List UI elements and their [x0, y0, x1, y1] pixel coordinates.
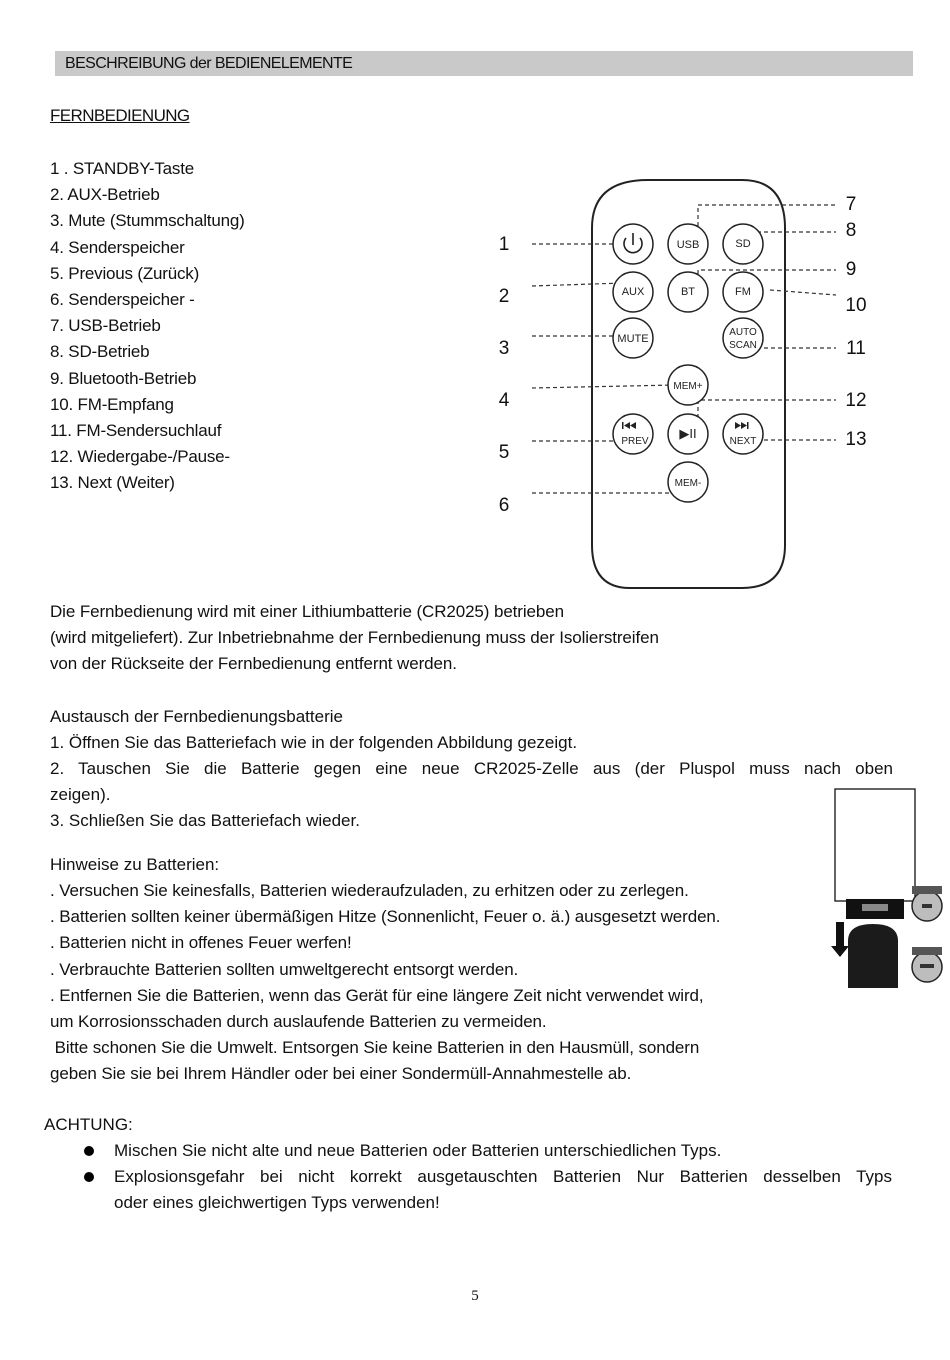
- callout-13: 13: [845, 429, 867, 450]
- prev-label: PREV: [621, 436, 649, 447]
- bt-label: BT: [680, 286, 696, 298]
- auto-label: AUTO: [729, 327, 757, 338]
- mem-minus-label: MEM-: [674, 478, 702, 489]
- callout-2: 2: [498, 286, 510, 307]
- warning-text: Mischen Sie nicht alte und neue Batterien oder Batterien unterschiedlichen Typs.: [114, 1141, 722, 1160]
- callout-12: 12: [845, 390, 867, 411]
- warning-text: Explosionsgefahr bei nicht korrekt ausgetauschten Batterien Nur Batterien desselben Typs: [114, 1167, 892, 1186]
- callout-7: 7: [845, 194, 857, 215]
- battery-intro: [50, 599, 659, 678]
- list-item: 6. Senderspeicher -: [50, 289, 195, 309]
- replacement-step-1: 1. Öffnen Sie das Batteriefach wie in der folgenden Abbildung gezeigt.: [50, 733, 578, 752]
- callout-1: 1: [498, 234, 510, 255]
- next-button: [723, 414, 763, 454]
- callout-11: 11: [846, 338, 866, 359]
- battery-intro-line: von der Rückseite der Fernbedienung entfernt werden.: [50, 654, 457, 674]
- bullet-icon: [84, 1146, 94, 1156]
- hint-line: . Batterien nicht in offenes Feuer werfen!: [50, 933, 352, 953]
- warning-title: ACHTUNG:: [44, 1115, 133, 1134]
- fm-label: FM: [735, 286, 751, 298]
- battery-coin-icon: [912, 947, 942, 982]
- hint-line: . Versuchen Sie keinesfalls, Batterien wiederaufzuladen, zu erhitzen oder zu zerlegen.: [50, 881, 689, 900]
- leader-line-10: [770, 290, 836, 295]
- callout-5: 5: [498, 442, 510, 463]
- warning-text-cont: oder eines gleichwertigen Typs verwenden!: [114, 1193, 440, 1212]
- hint-line: . Entfernen Sie die Batterien, wenn das Gerät für eine längere Zeit nicht verwendet wird,: [50, 985, 704, 1005]
- callout-8: 8: [845, 220, 857, 241]
- page-number: 5: [471, 1288, 479, 1304]
- replacement-title: Austausch der Fernbedienungsbatterie: [50, 707, 343, 726]
- list-item: 8. SD-Betrieb: [50, 342, 150, 362]
- auto-scan-button: [723, 318, 763, 358]
- hint-line: . Verbrauchte Batterien sollten umweltgerecht entsorgt werden.: [50, 959, 519, 979]
- list-item: 9. Bluetooth-Betrieb: [50, 368, 197, 388]
- sd-label: SD: [735, 238, 751, 250]
- list-item: 5. Previous (Zurück): [50, 263, 200, 283]
- leader-line-2: [532, 283, 623, 286]
- controls-list: [50, 156, 245, 496]
- callout-6: 6: [498, 495, 510, 516]
- list-item: 3. Mute (Stummschaltung): [50, 211, 245, 231]
- remote-diagram: [480, 170, 880, 595]
- warning-list: [84, 1138, 892, 1216]
- list-item: 13. Next (Weiter): [50, 473, 175, 493]
- aux-label: AUX: [621, 286, 645, 298]
- hints-title: Hinweise zu Batterien:: [50, 855, 220, 874]
- replacement-step-2: 2. Tauschen Sie die Batterie gegen eine neue CR2025-Zelle aus (der Pluspol muss nach oben: [50, 759, 893, 778]
- usb-label: USB: [676, 239, 700, 251]
- battery-intro-line: Die Fernbedienung wird mit einer Lithiumbatterie (CR2025) betrieben: [50, 602, 564, 621]
- battery-compartment-illustration: [828, 786, 946, 988]
- section-header-bar: [55, 51, 913, 76]
- next-label: NEXT: [729, 436, 757, 447]
- remote-section-title: FERNBEDIENUNG: [50, 106, 190, 125]
- leader-line-12: [698, 400, 836, 425]
- leader-line-7: [698, 205, 836, 240]
- bullet-icon: [84, 1172, 94, 1182]
- list-item: 1 . STANDBY-Taste: [50, 159, 194, 178]
- callout-10: 10: [845, 295, 867, 316]
- callout-4: 4: [498, 390, 510, 411]
- hint-line: . Batterien sollten keiner übermäßigen Hitze (Sonnenlicht, Feuer o. ä.) ausgesetzt werden.: [50, 907, 721, 927]
- hints-list: [50, 878, 720, 1088]
- list-item: 12. Wiedergabe-/Pause-: [50, 447, 230, 467]
- play-pause-label: ▶II: [679, 426, 697, 441]
- scan-label: SCAN: [729, 340, 757, 351]
- mute-label: MUTE: [617, 333, 649, 345]
- prev-button: [613, 414, 653, 454]
- hint-line: um Korrosionsschaden durch auslaufende Batterien zu vermeiden.: [50, 1012, 547, 1032]
- list-item: 7. USB-Betrieb: [50, 316, 161, 336]
- replacement-step-2-cont: zeigen).: [50, 785, 111, 804]
- list-item: 11. FM-Sendersuchlauf: [50, 420, 222, 440]
- warning-item: [84, 1138, 892, 1164]
- warning-item: [84, 1164, 892, 1216]
- hint-line: Bitte schonen Sie die Umwelt. Entsorgen Sie keine Batterien in den Hausmüll, sondern: [50, 1038, 700, 1058]
- battery-intro-line: (wird mitgeliefert). Zur Inbetriebnahme der Fernbedienung muss der Isolierstreifen: [50, 628, 659, 648]
- callout-3: 3: [498, 338, 510, 359]
- leader-line-4: [532, 385, 675, 388]
- callout-9: 9: [845, 259, 857, 280]
- hint-line: geben Sie sie bei Ihrem Händler oder bei einer Sondermüll-Annahmestelle ab.: [50, 1064, 632, 1084]
- list-item: 2. AUX-Betrieb: [50, 185, 160, 205]
- mem-plus-label: MEM+: [673, 381, 703, 392]
- list-item: 10. FM-Empfang: [50, 394, 174, 414]
- replacement-step-3: 3. Schließen Sie das Batteriefach wieder.: [50, 811, 360, 830]
- section-header-title: BESCHREIBUNG der BEDIENELEMENTE: [65, 55, 353, 72]
- leader-line-9: [698, 270, 836, 295]
- battery-coin-icon: [912, 886, 942, 921]
- list-item: 4. Senderspeicher: [50, 237, 185, 257]
